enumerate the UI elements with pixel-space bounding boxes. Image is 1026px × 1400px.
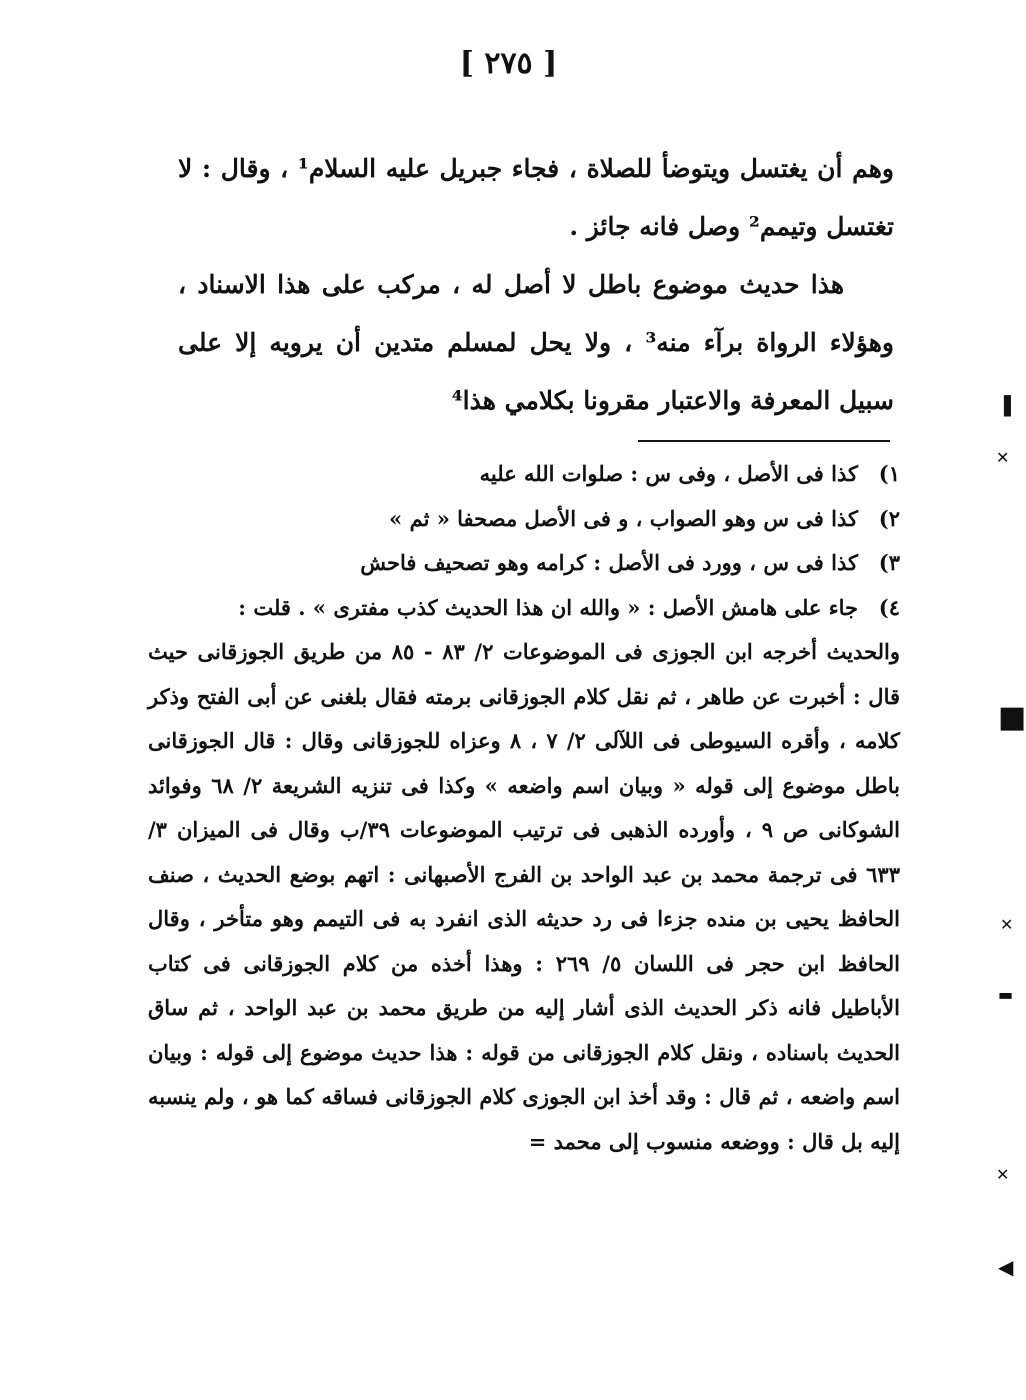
scan-mark-icon: ▌ xyxy=(1004,396,1018,417)
main-text-body xyxy=(178,140,894,430)
footnote-text: كذا فى الأصل ، وفى س : صلوات الله عليه xyxy=(479,461,858,486)
footnotes-section xyxy=(148,452,900,1164)
footnote-4-continuation: والحديث أخرجه ابن الجوزى فى الموضوعات ٢/ ٨٣ - ٨٥ من طريق الجوزقانى حيث قال : أخبرت عن طاهر ، ثم نقل كلام الجوزقانى برمته فقال بلغنى عن أبى الفتح وذكر كلامه ، وأقره السيوطى فى اللآلى ٢/ ٧ ، ٨ وعزاه للجوزقانى وقال : قال الجوزقانى باطل موضوع إلى قوله « وبيان اسم واضعه » وكذا فى تنزيه الشريعة ٢/ ٦٨ وفوائد الشوكانى ص ٩ ، وأورده الذهبى فى ترتيب الموضوعات ٣٩/ب وقال فى الميزان ٣/ ٦٣٣ فى ترجمة محمد بن عبد الواحد بن الفرج الأصبهانى : اتهم بوضع الحديث ، صنف الحافظ يحيى بن منده جزءا فى رد حديثه الذى انفرد به فى التيمم وهو متأخر ، وقال الحافظ ابن حجر فى اللسان ٥/ ٢٦٩ : وهذا أخذه من كلام الجوزقانى فى كتاب الأباطيل فانه ذكر الحديث الذى أشار إليه من طريق محمد بن عبد الواحد ، ثم ساق الحديث باسناده ، ونقل كلام الجوزقانى من قوله : هذا حديث موضوع إلى قوله : وبيان اسم واضعه ، ثم قال : وقد أخذ ابن الجوزى كلام الجوزقانى فساقه كما هو ، ولم ينسبه إليه بل قال : ووضعه منسوب إلى محمد = xyxy=(148,639,901,1154)
scan-mark-icon: ✕ xyxy=(996,1165,1010,1184)
scan-mark-icon: ✕ xyxy=(1000,915,1014,934)
footnote-text: جاء على هامش الأصل : « والله ان هذا الحديث كذب مفترى » . قلت : xyxy=(238,594,858,620)
footnote-number: ٣) xyxy=(878,550,900,575)
footnote-2 xyxy=(148,497,900,542)
footnote-3 xyxy=(148,541,900,586)
footnote-number: ٤) xyxy=(878,594,900,620)
footnote-1 xyxy=(148,452,900,497)
main-paragraph-2: هذا حديث موضوع باطل لا أصل له ، مركب على هذا الاسناد ، وهؤلاء الرواة برآء منه³ ، ولا يحل لمسلم متدين أن يرويه إلا على سبيل المعرفة والاعتبار مقرونا بكلامي هذا⁴ xyxy=(178,270,894,415)
footnote-4 xyxy=(148,586,900,631)
scan-mark-icon: ✕ xyxy=(996,448,1010,467)
scan-mark-icon: ■ xyxy=(998,700,1026,735)
footnote-text: كذا فى س وهو الصواب ، و فى الأصل مصحفا « ثم » xyxy=(389,505,858,531)
footnote-number: ٢) xyxy=(878,505,900,531)
scan-mark-icon: ▬ xyxy=(998,985,1014,1004)
page-number: [ ٢٧٥ ] xyxy=(459,46,558,81)
footnote-number: ١) xyxy=(878,461,900,486)
footnote-separator xyxy=(638,440,890,442)
scan-mark-icon: ◀ xyxy=(998,1255,1014,1279)
footnote-text: كذا فى س ، وورد فى الأصل : كرامه وهو تصحيف فاحش xyxy=(360,550,858,575)
main-paragraph-1: وهم أن يغتسل ويتوضأ للصلاة ، فجاء جبريل عليه السلام¹ ، وقال : لا تغتسل وتيمم² وصل فانه جائز . xyxy=(178,154,894,241)
